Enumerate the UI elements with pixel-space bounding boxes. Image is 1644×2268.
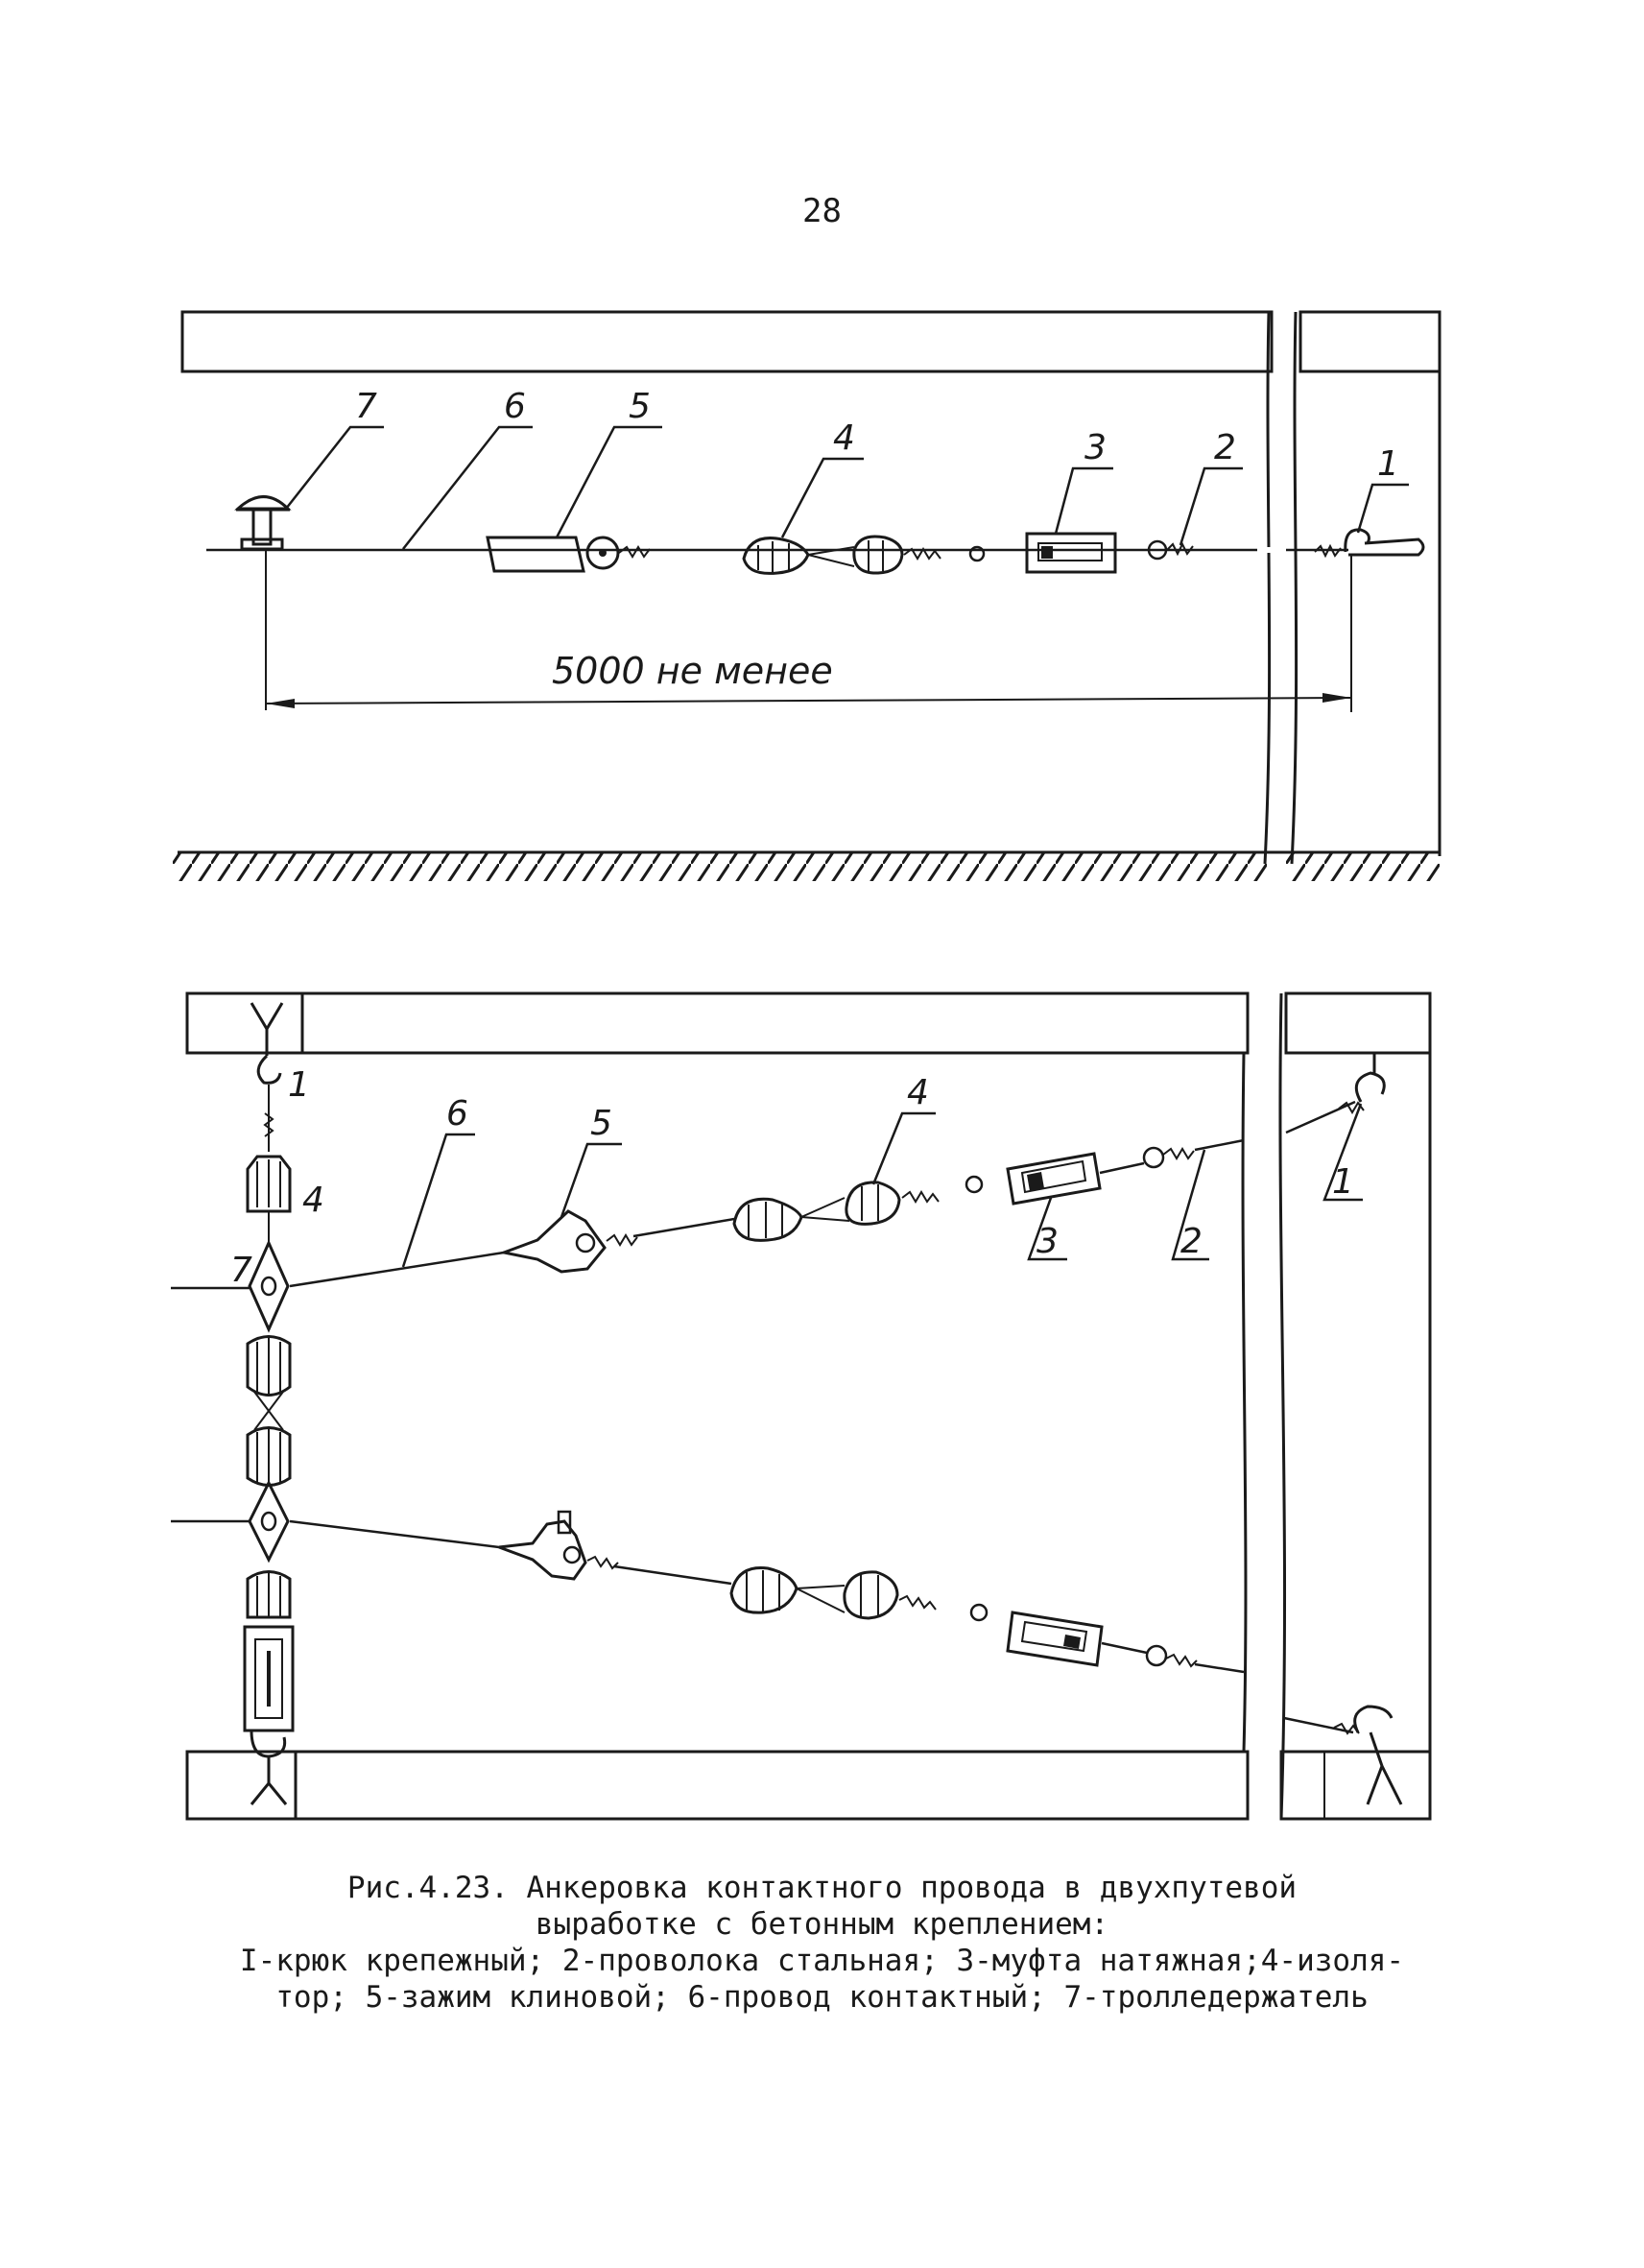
caption-title-line-2: выработке с бетонным креплением: bbox=[535, 1907, 1109, 1942]
bottom-floor-concrete-right bbox=[1281, 1752, 1430, 1819]
caption-legend-line-2: тор; 5-зажим клиновой; 6-провод контактный; 7-тролледержатель bbox=[275, 1980, 1369, 2015]
bottom-floor-concrete bbox=[187, 1752, 1248, 1819]
page-number: 28 bbox=[802, 192, 842, 230]
bottom-lower-turnbuckle bbox=[1008, 1612, 1102, 1665]
bottom-label-3: 3 bbox=[1036, 1222, 1059, 1261]
top-label-1: 1 bbox=[1377, 444, 1399, 484]
top-label-5: 5 bbox=[629, 387, 651, 426]
bottom-upper-wedge-clamp bbox=[504, 1211, 605, 1272]
bottom-lower-hook bbox=[1284, 1707, 1401, 1804]
top-ceiling-concrete bbox=[182, 312, 1272, 371]
top-trolley-holder bbox=[236, 497, 290, 550]
bottom-section bbox=[171, 993, 1430, 1819]
bottom-ceiling-concrete bbox=[187, 993, 1248, 1053]
top-label-6: 6 bbox=[504, 387, 526, 426]
bottom-upper-turnbuckle bbox=[1008, 1154, 1100, 1204]
bottom-ceiling-concrete-right bbox=[1286, 993, 1430, 1053]
bottom-label-5: 5 bbox=[590, 1104, 612, 1143]
top-floor-hatch bbox=[173, 852, 1267, 881]
bottom-label-1: 1 bbox=[1332, 1162, 1354, 1202]
top-label-3: 3 bbox=[1084, 428, 1107, 467]
top-section bbox=[173, 312, 1440, 881]
bottom-label-4-left: 4 bbox=[302, 1181, 324, 1220]
top-label-2: 2 bbox=[1214, 428, 1236, 467]
bottom-lower-insulator bbox=[731, 1568, 897, 1618]
bottom-vertical-assembly bbox=[245, 1003, 293, 1804]
top-break-line-left bbox=[1265, 312, 1270, 864]
top-insulator bbox=[744, 537, 902, 573]
top-wedge-clamp bbox=[488, 537, 650, 571]
top-mounting-hook bbox=[1315, 530, 1423, 556]
bottom-upper-insulator bbox=[734, 1182, 899, 1241]
bottom-upper-contact-wire bbox=[290, 1253, 504, 1286]
caption-title-line-1: Рис.4.23. Анкеровка контактного провода в двухпутевой bbox=[346, 1871, 1298, 1905]
figure-caption bbox=[144, 1870, 1500, 2016]
bottom-label-2: 2 bbox=[1180, 1222, 1203, 1261]
top-dimension-line bbox=[266, 693, 1351, 708]
top-label-7: 7 bbox=[355, 387, 377, 426]
top-break-line-right bbox=[1292, 312, 1297, 864]
bottom-label-7: 7 bbox=[230, 1251, 252, 1290]
bottom-label-4: 4 bbox=[907, 1073, 929, 1112]
bottom-lower-contact-wire bbox=[290, 1521, 499, 1547]
top-label-4: 4 bbox=[833, 418, 855, 458]
dimension-label: 5000 не менее bbox=[552, 650, 833, 692]
bottom-label-1-left: 1 bbox=[288, 1065, 310, 1105]
top-ceiling-concrete-right bbox=[1300, 312, 1440, 371]
bottom-lower-wedge-clamp bbox=[499, 1512, 585, 1579]
bottom-upper-hook bbox=[1286, 1053, 1384, 1133]
caption-legend-line-1: I-крюк крепежный; 2-проволока стальная; 3-муфта натяжная;4-изоля- bbox=[239, 1944, 1405, 1978]
top-turnbuckle bbox=[1027, 534, 1115, 572]
bottom-label-6: 6 bbox=[446, 1094, 468, 1134]
